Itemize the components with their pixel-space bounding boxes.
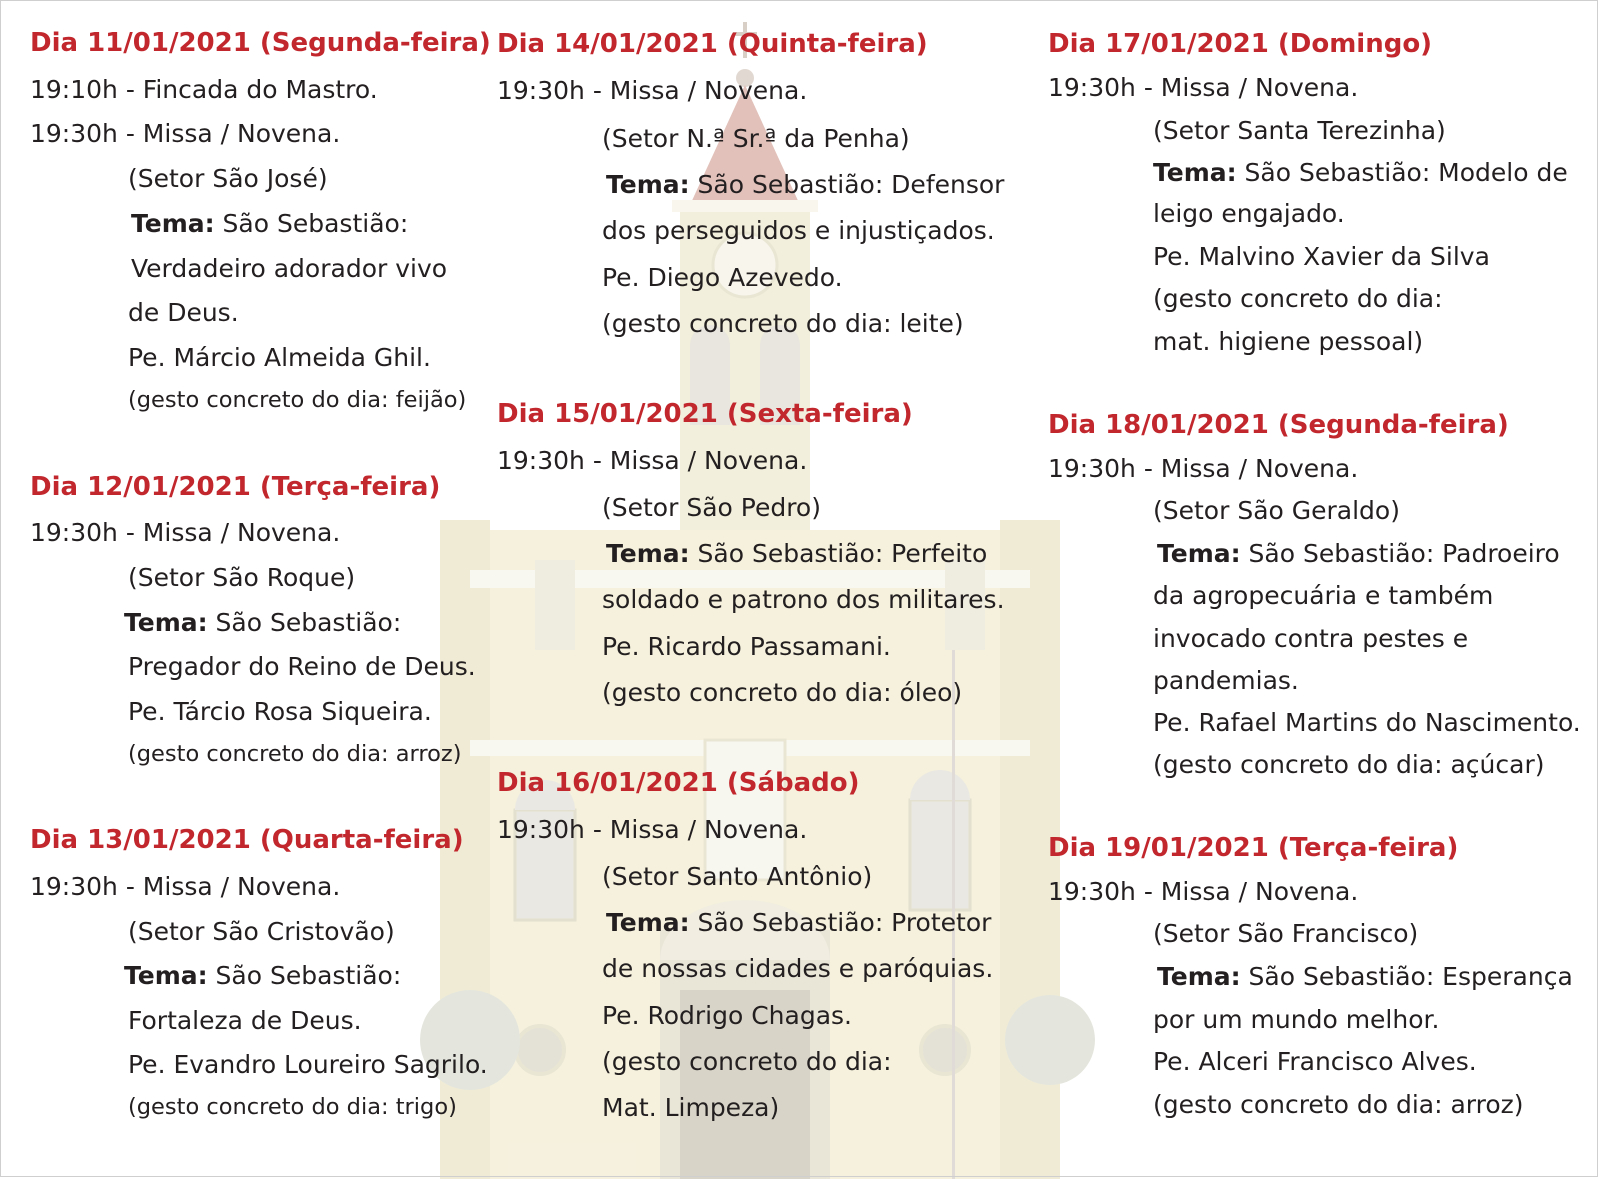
- theme-label: Tema:: [606, 908, 690, 937]
- schedule-line: mat. higiene pessoal): [1153, 327, 1424, 356]
- day-heading: Dia 11/01/2021 (Segunda-feira): [30, 28, 491, 58]
- schedule-line: (gesto concreto do dia: açúcar): [1153, 750, 1545, 779]
- day-heading: Dia 12/01/2021 (Terça-feira): [30, 472, 441, 502]
- schedule-line: 19:30h - Missa / Novena.: [30, 119, 341, 148]
- schedule-line: Pe. Malvino Xavier da Silva: [1153, 242, 1490, 271]
- day-heading: Dia 17/01/2021 (Domingo): [1048, 29, 1433, 59]
- schedule-line: (Setor Santo Antônio): [602, 862, 873, 891]
- theme-label: Tema:: [606, 170, 690, 199]
- schedule-line: 19:30h - Missa / Novena.: [497, 446, 808, 475]
- theme-text: São Sebastião: Esperança: [1240, 962, 1573, 991]
- schedule-line: (Setor Santa Terezinha): [1153, 116, 1446, 145]
- schedule-line: Fortaleza de Deus.: [128, 1006, 362, 1035]
- schedule-line: Pe. Márcio Almeida Ghil.: [128, 343, 431, 372]
- theme-line: [124, 608, 401, 637]
- schedule-line: (Setor São Pedro): [602, 493, 821, 522]
- schedule-line: de Deus.: [128, 298, 239, 327]
- schedule-line: (gesto concreto do dia: feijão): [128, 387, 467, 413]
- schedule-line: (Setor São José): [128, 164, 328, 193]
- day-heading: Dia 19/01/2021 (Terça-feira): [1048, 833, 1459, 863]
- day-heading: Dia 18/01/2021 (Segunda-feira): [1048, 410, 1509, 440]
- schedule-line: Pe. Rafael Martins do Nascimento.: [1153, 708, 1581, 737]
- theme-label: Tema:: [1157, 962, 1241, 991]
- theme-text: São Sebastião: Defensor: [689, 170, 1005, 199]
- theme-line: [606, 908, 991, 937]
- theme-text: São Sebastião: Padroeiro: [1240, 539, 1560, 568]
- theme-line: [606, 170, 1004, 199]
- schedule-line: 19:30h - Missa / Novena.: [30, 872, 341, 901]
- schedule-line: invocado contra pestes e: [1153, 624, 1469, 653]
- schedule-line: Pe. Rodrigo Chagas.: [602, 1001, 852, 1030]
- schedule-line: pandemias.: [1153, 666, 1299, 695]
- schedule-line: leigo engajado.: [1153, 199, 1345, 228]
- schedule-line: 19:10h - Fincada do Mastro.: [30, 75, 378, 104]
- theme-label: Tema:: [1157, 539, 1241, 568]
- theme-line: [131, 209, 408, 238]
- schedule-line: 19:30h - Missa / Novena.: [497, 76, 808, 105]
- day-heading: Dia 16/01/2021 (Sábado): [497, 768, 860, 798]
- schedule-line: (gesto concreto do dia: arroz): [1153, 1090, 1524, 1119]
- schedule-line: da agropecuária e também: [1153, 581, 1494, 610]
- schedule-line: Pe. Diego Azevedo.: [602, 263, 843, 292]
- schedule-line: Mat. Limpeza): [602, 1093, 780, 1122]
- schedule-line: soldado e patrono dos militares.: [602, 585, 1005, 614]
- schedule-line: (gesto concreto do dia: trigo): [128, 1094, 457, 1120]
- schedule-line: Pe. Alceri Francisco Alves.: [1153, 1047, 1477, 1076]
- schedule-line: dos perseguidos e injustiçados.: [602, 216, 995, 245]
- theme-line: [1153, 158, 1568, 187]
- schedule-line: (Setor São Cristovão): [128, 917, 395, 946]
- schedule-line: (Setor N.ª Sr.ª da Penha): [602, 124, 910, 153]
- schedule-line: (Setor São Francisco): [1153, 919, 1419, 948]
- schedule-line: (Setor São Geraldo): [1153, 496, 1400, 525]
- schedule-line: 19:30h - Missa / Novena.: [1048, 73, 1359, 102]
- schedule-line: 19:30h - Missa / Novena.: [30, 518, 341, 547]
- schedule-line: por um mundo melhor.: [1153, 1005, 1440, 1034]
- schedule-line: (gesto concreto do dia: óleo): [602, 678, 963, 707]
- theme-text: São Sebastião:: [214, 209, 409, 238]
- day-heading: Dia 15/01/2021 (Sexta-feira): [497, 399, 913, 429]
- theme-label: Tema:: [606, 539, 690, 568]
- day-heading: Dia 14/01/2021 (Quinta-feira): [497, 29, 928, 59]
- theme-line: [606, 539, 987, 568]
- day-heading: Dia 13/01/2021 (Quarta-feira): [30, 825, 464, 855]
- theme-text: São Sebastião: Perfeito: [689, 539, 988, 568]
- theme-line: [124, 961, 401, 990]
- schedule-line: (gesto concreto do dia: leite): [602, 309, 964, 338]
- schedule-line: (gesto concreto do dia: arroz): [128, 741, 462, 767]
- schedule-line: Pe. Tárcio Rosa Siqueira.: [128, 697, 432, 726]
- theme-text: São Sebastião:: [207, 608, 402, 637]
- theme-text: São Sebastião:: [207, 961, 402, 990]
- schedule-line: Pe. Ricardo Passamani.: [602, 632, 891, 661]
- schedule-line: Verdadeiro adorador vivo: [131, 254, 448, 283]
- schedule-line: 19:30h - Missa / Novena.: [497, 815, 808, 844]
- theme-text: São Sebastião: Modelo de: [1236, 158, 1568, 187]
- schedule-line: 19:30h - Missa / Novena.: [1048, 454, 1359, 483]
- theme-label: Tema:: [1153, 158, 1237, 187]
- theme-label: Tema:: [124, 961, 208, 990]
- theme-label: Tema:: [131, 209, 215, 238]
- theme-line: [1157, 962, 1573, 991]
- schedule-line: (gesto concreto do dia:: [602, 1047, 892, 1076]
- schedule-line: de nossas cidades e paróquias.: [602, 954, 994, 983]
- theme-line: [1157, 539, 1560, 568]
- theme-text: São Sebastião: Protetor: [689, 908, 992, 937]
- schedule-line: Pe. Evandro Loureiro Sagrilo.: [128, 1050, 488, 1079]
- schedule-line: Pregador do Reino de Deus.: [128, 652, 476, 681]
- schedule-line: (Setor São Roque): [128, 563, 356, 592]
- schedule-line: (gesto concreto do dia:: [1153, 284, 1443, 313]
- theme-label: Tema:: [124, 608, 208, 637]
- schedule-line: 19:30h - Missa / Novena.: [1048, 877, 1359, 906]
